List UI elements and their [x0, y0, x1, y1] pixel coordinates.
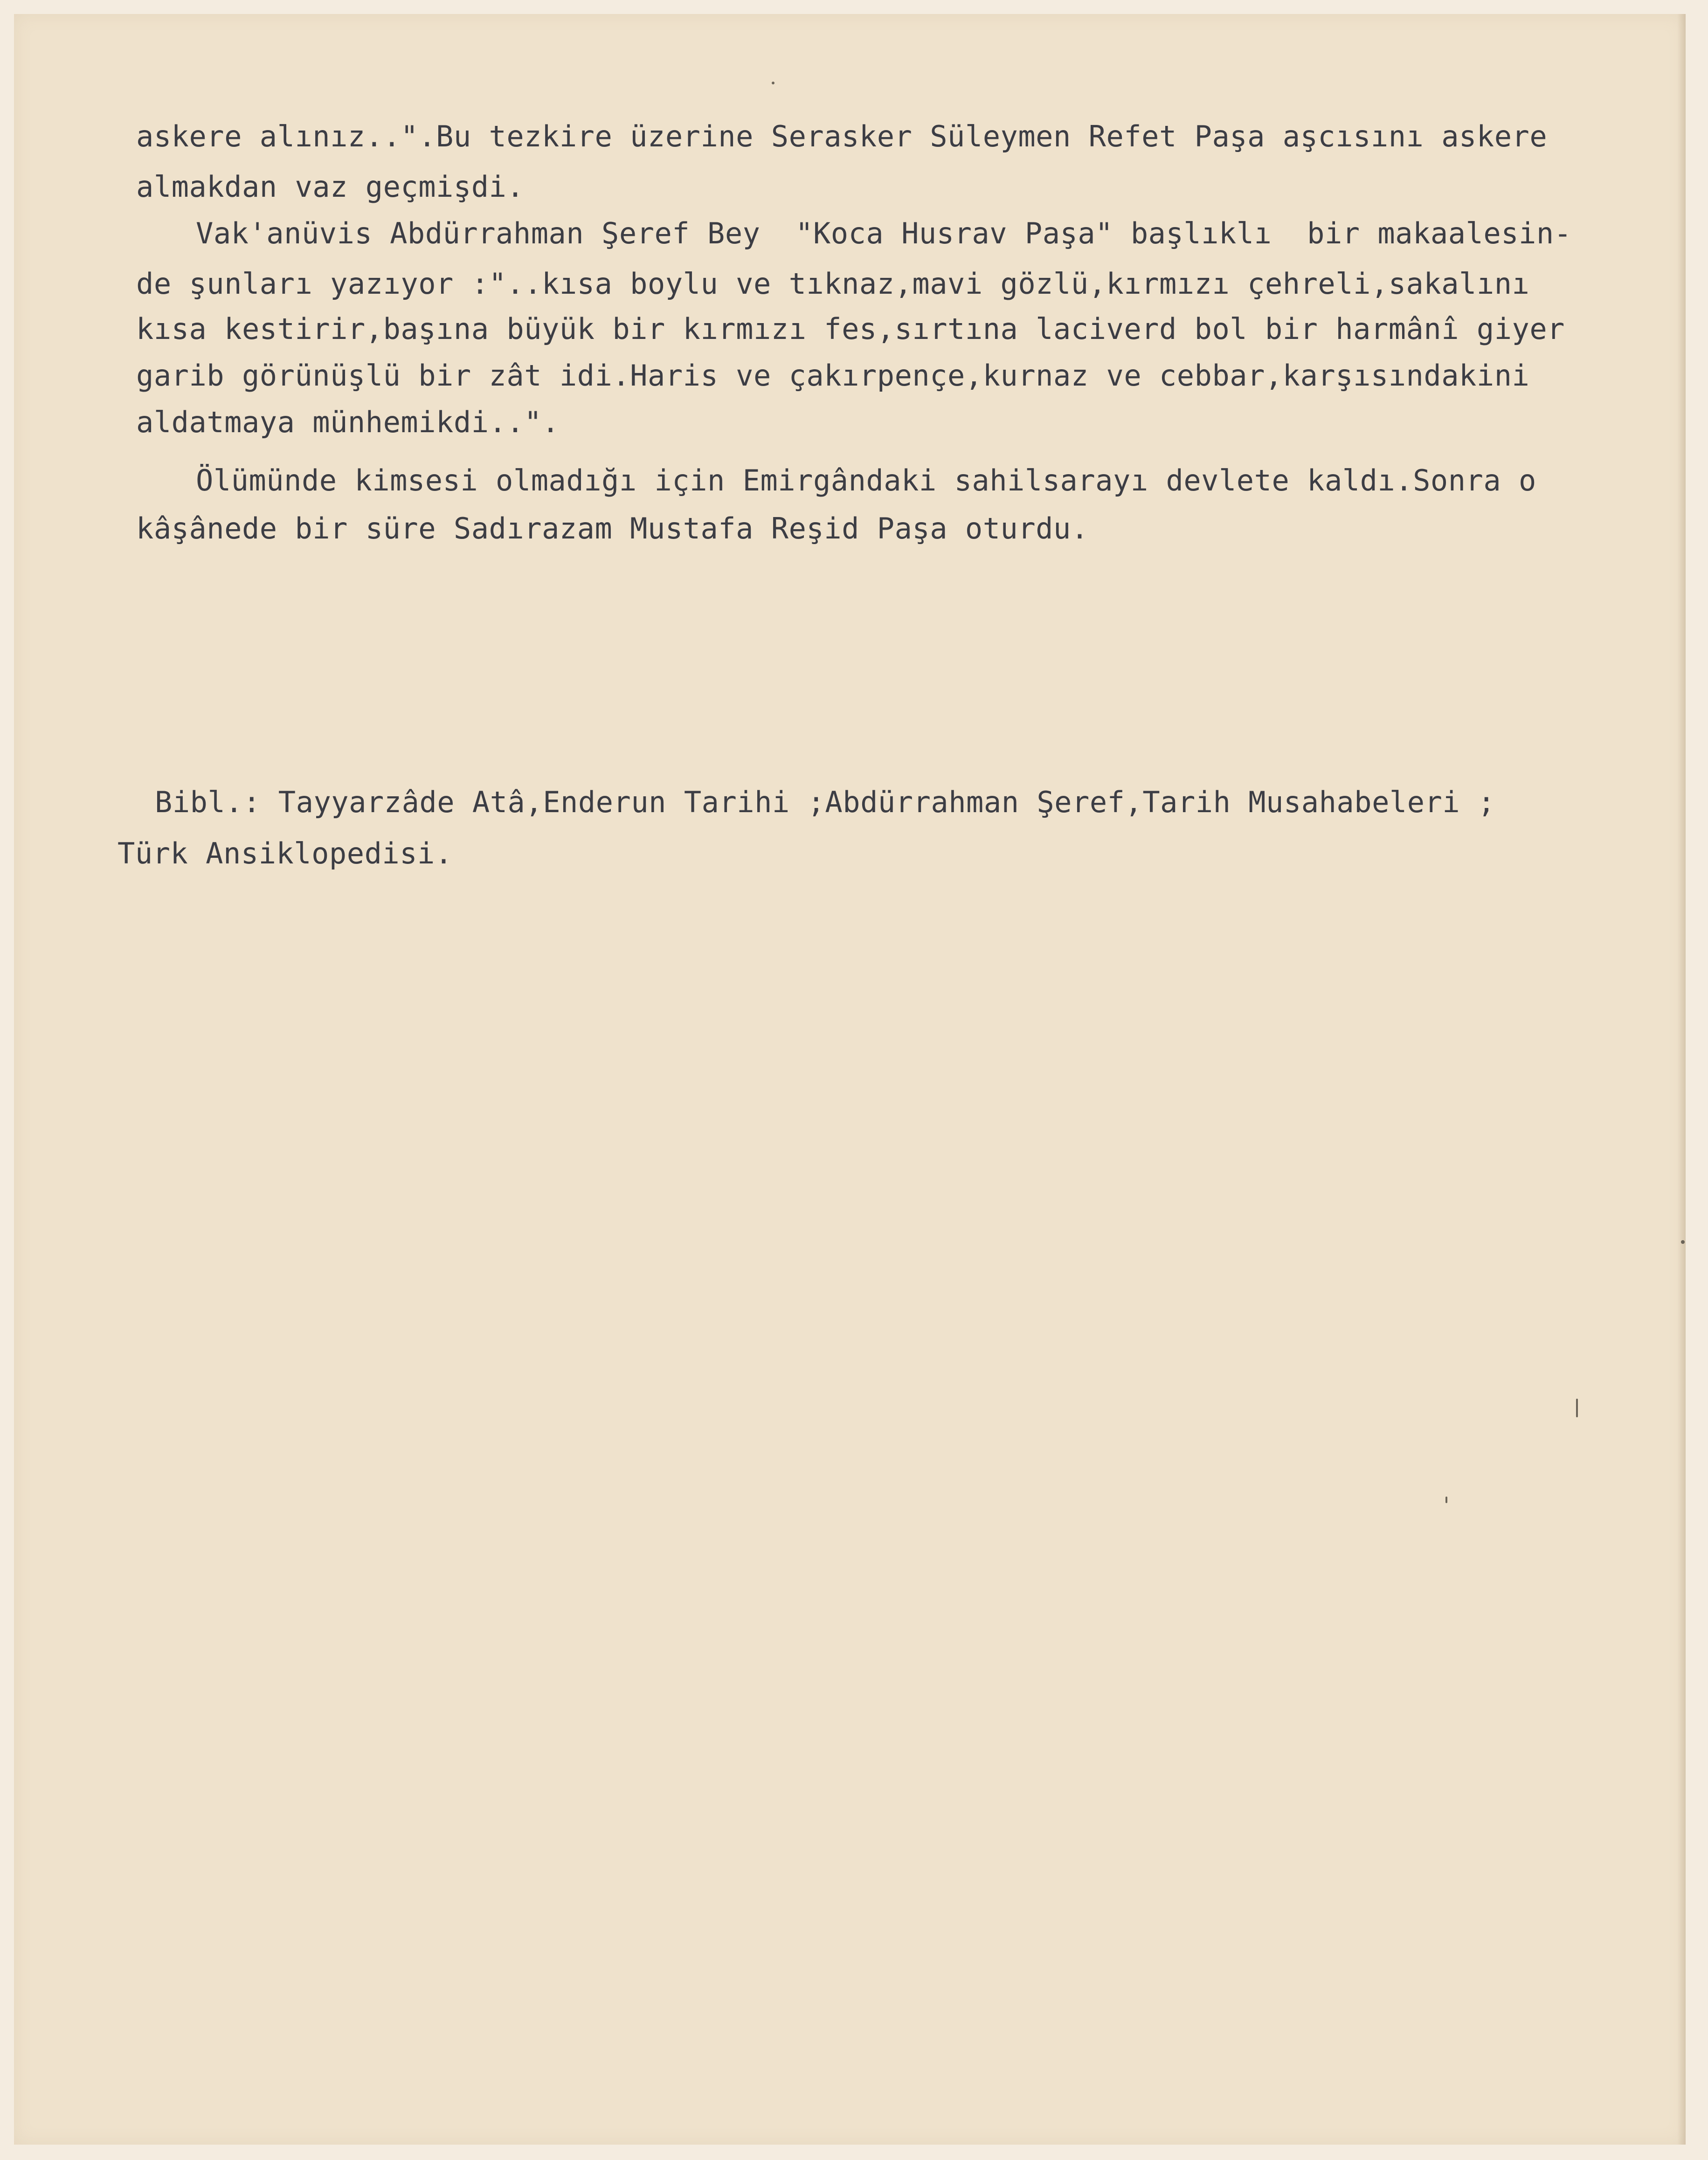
bibliography-line-1: Bibl.: Tayyarzâde Atâ,Enderun Tarihi ;Abdürrahman Şeref,Tarih Musahabeleri ; [155, 785, 1495, 819]
paragraph-3-line-1: Ölümünde kimsesi olmadığı için Emirgândaki sahilsarayı devlete kaldı.Sonra o [196, 463, 1536, 497]
page-edge-shadow [1677, 14, 1686, 2145]
paragraph-1-line-2: almakdan vaz geçmişdi. [136, 170, 525, 204]
paragraph-2-line-5: aldatmaya münhemikdi..". [136, 405, 560, 439]
paper-speck [1445, 1497, 1447, 1503]
paper-speck [1681, 1240, 1685, 1244]
paragraph-3-line-2: kâşânede bir süre Sadırazam Mustafa Reşid Paşa oturdu. [136, 511, 1089, 545]
paper-speck [1576, 1399, 1578, 1417]
paragraph-2-line-3: kısa kestirir,başına büyük bir kırmızı fes,sırtına laciverd bol bir harmânî giyer [136, 312, 1565, 346]
paragraph-2-line-1: Vak'anüvis Abdürrahman Şeref Bey "Koca Husrav Paşa" başlıklı bir makaalesin- [196, 216, 1572, 250]
bibliography-line-2: Türk Ansiklopedisi. [118, 836, 453, 870]
paragraph-2-line-4: garib görünüşlü bir zât idi.Haris ve çakırpençe,kurnaz ve cebbar,karşısındakini [136, 359, 1530, 393]
paragraph-1-line-1: askere alınız..".Bu tezkire üzerine Serasker Süleymen Refet Paşa aşcısını askere [136, 119, 1548, 153]
paper-speck [772, 82, 774, 84]
paragraph-2-line-2: de şunları yazıyor :"..kısa boylu ve tıknaz,mavi gözlü,kırmızı çehreli,sakalını [136, 267, 1530, 301]
